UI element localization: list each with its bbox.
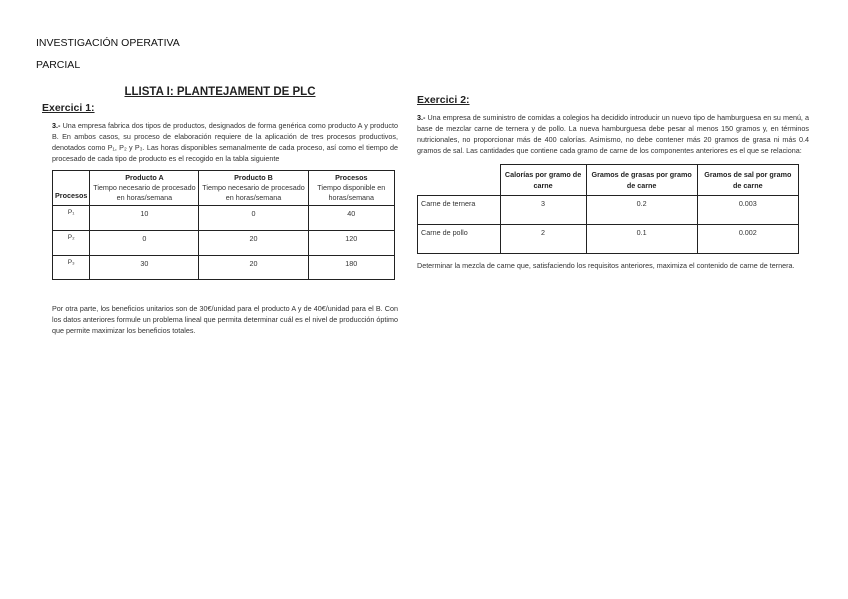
table-row — [53, 206, 395, 231]
exercise-2-title: Exercici 2: — [417, 94, 470, 106]
table-cell: 0.1 — [586, 225, 697, 254]
table-row — [53, 256, 395, 280]
row-label: P₂ — [53, 231, 90, 256]
table-cell: 20 — [199, 231, 308, 256]
table-header-calorias: Calorías por gramo de carne — [500, 165, 586, 196]
exercise-2-closing: Determinar la mezcla de carne que, satisfaciendo los requisitos anteriores, maximiza el contenido de carne de ternera. — [417, 261, 795, 270]
table-cell: 0 — [199, 206, 308, 231]
exercise-1-title: Exercici 1: — [42, 102, 95, 114]
table-row — [418, 196, 799, 225]
table-blank-corner — [418, 165, 501, 196]
table-cell: 180 — [308, 256, 394, 280]
header-title: Procesos — [335, 173, 368, 182]
exercise-2-statement — [417, 112, 809, 156]
exercise-1-statement — [52, 120, 398, 164]
header-subtitle: Tiempo necesario de procesado en horas/semana — [202, 183, 305, 202]
table-cell: 0 — [90, 231, 199, 256]
exercise-1-number: 3.- — [52, 121, 61, 130]
header-subtitle: Tiempo disponible en horas/semana — [317, 183, 386, 202]
table-cell: 0.2 — [586, 196, 697, 225]
row-label: Carne de ternera — [418, 196, 501, 225]
exercise-1-closing: Por otra parte, los beneficios unitarios son de 30€/unidad para el producto A y de 40€/unidad para el B. Con los datos anteriores formule un problema lineal que permita determinar cuál es el nivel de producción óptimo que permite maximizar los beneficios totales. — [52, 304, 398, 335]
exercise-2-number: 3.- — [417, 113, 426, 122]
table-cell: 120 — [308, 231, 394, 256]
table-cell: 3 — [500, 196, 586, 225]
table-header-sal: Gramos de sal por gramo de carne — [697, 165, 798, 196]
exercise-2-intro: Una empresa de suministro de comidas a colegios ha decidido introducir un nuevo tipo de hamburguesa en su menú, a base de mezclar carne de ternera y de pollo. La nueva hamburguesa debe pesar al menos 150 gramos y, en términos nutricionales, no proporcionar más de 400 calorías. Asimismo, no debe contener más 20 gramos de grasa ni más 0.4 gramos de sal. Las cantidades que contiene cada gramo de carne de los componentes anteriores es el que se relaciona: — [417, 113, 810, 155]
table-header-producto-b — [199, 171, 308, 206]
table-corner-header: Procesos — [53, 171, 90, 206]
meat-nutrition-table — [417, 164, 799, 254]
table-header-procesos — [308, 171, 394, 206]
process-times-table — [52, 170, 395, 280]
table-cell: 2 — [500, 225, 586, 254]
list-title: LLISTA I: PLANTEJAMENT DE PLC — [124, 86, 316, 98]
header-title: Producto A — [125, 173, 164, 182]
table-cell: 10 — [90, 206, 199, 231]
table-cell: 30 — [90, 256, 199, 280]
header-subtitle: Tiempo necesario de procesado en horas/semana — [93, 183, 196, 202]
table-cell: 40 — [308, 206, 394, 231]
row-label: P₁ — [53, 206, 90, 231]
header-title: Producto B — [234, 173, 273, 182]
document-header-subtitle: PARCIAL — [36, 59, 81, 71]
row-label: P₃ — [53, 256, 90, 280]
exercise-2-panel — [417, 94, 809, 271]
table-cell: 20 — [199, 256, 308, 280]
row-label: Carne de pollo — [418, 225, 501, 254]
table-cell: 0.002 — [697, 225, 798, 254]
table-header-grasas: Gramos de grasas por gramo de carne — [586, 165, 697, 196]
exercise-1-panel — [42, 86, 398, 336]
table-header-producto-a — [90, 171, 199, 206]
table-row — [418, 225, 799, 254]
document-header-title: INVESTIGACIÓN OPERATIVA — [36, 37, 180, 49]
table-row — [53, 231, 395, 256]
exercise-1-intro: Una empresa fabrica dos tipos de productos, designados de forma genérica como producto A y producto B. En ambos casos, su proceso de elaboración requiere de la aplicación de tres procesos productivos, denotados como P₁, P₂ y P₃. Las horas disponibles semanalmente de cada proceso, así como el tiempo de procesado de cada tipo de producto es el recogido en la tabla siguiente — [52, 121, 398, 163]
table-cell: 0.003 — [697, 196, 798, 225]
